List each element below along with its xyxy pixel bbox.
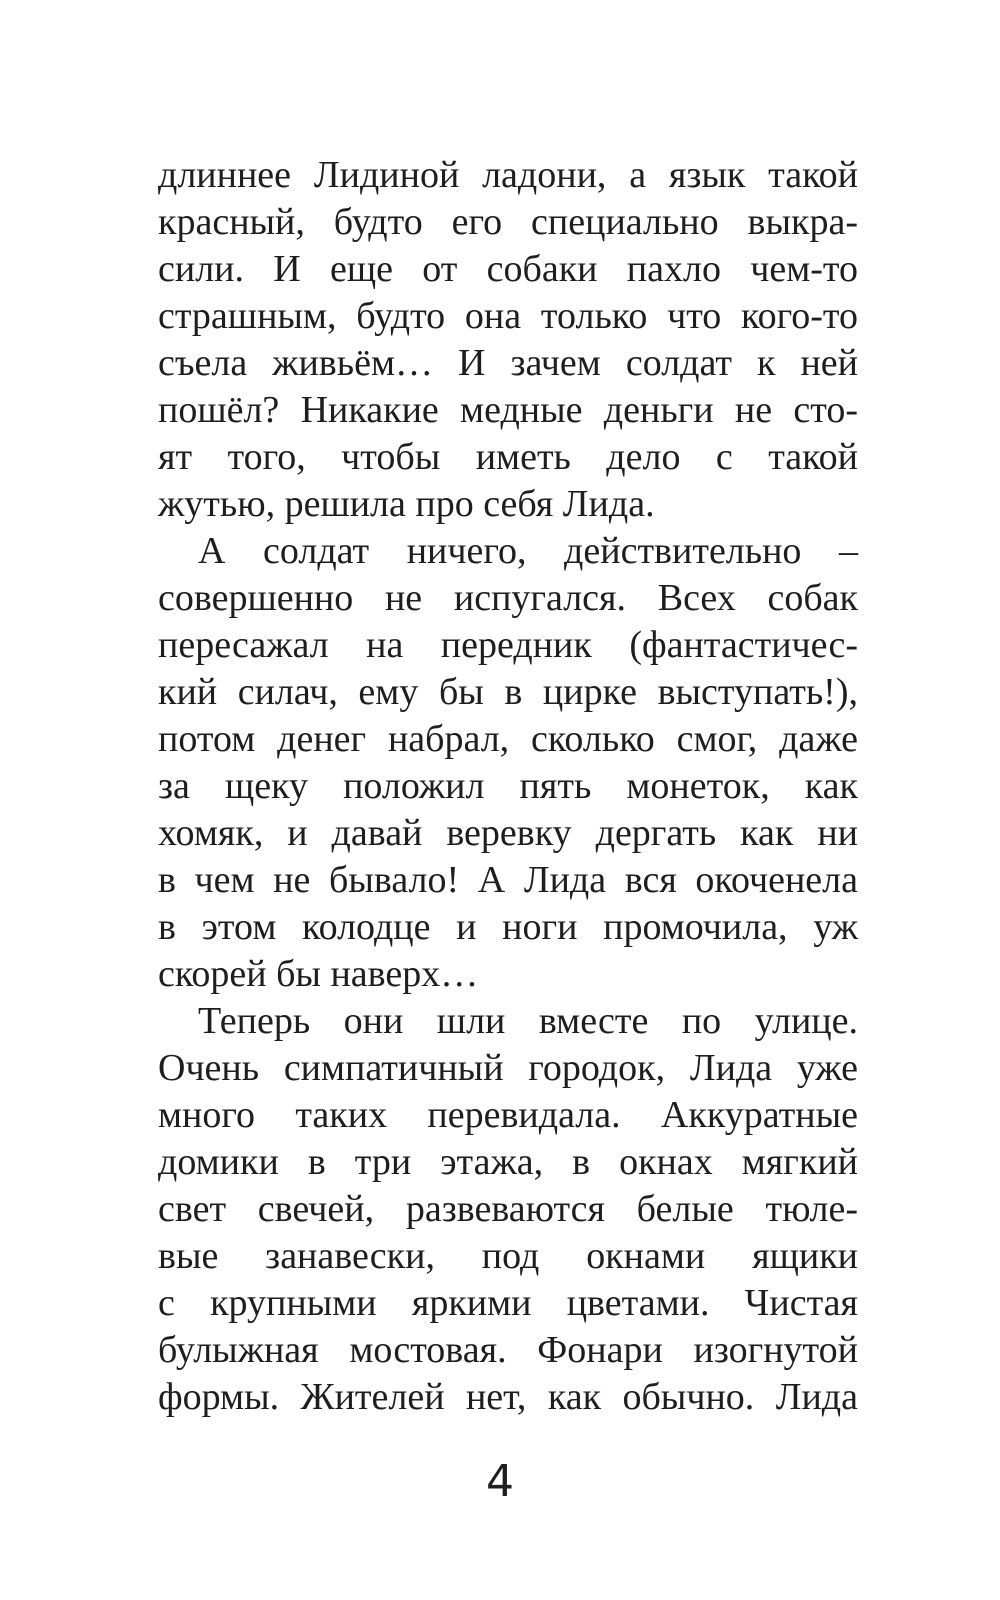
text-line: съела живьём… И зачем солдат к ней xyxy=(158,342,858,384)
text-line: в чем не бывало! А Лида вся окоченела xyxy=(158,859,858,901)
text-line: потом денег набрал, сколько смог, даже xyxy=(158,718,858,760)
text-line: жутью, решила про себя Лида. xyxy=(158,483,655,525)
text-line: булыжная мостовая. Фонари изогнутой xyxy=(158,1329,858,1371)
text-line: в этом колодце и ноги промочила, уж xyxy=(158,906,858,948)
text-line: сили. И еще от собаки пахло чем-то xyxy=(158,248,858,290)
body-text xyxy=(158,152,858,1421)
text-line: свет свечей, развеваются белые тюле- xyxy=(158,1188,858,1230)
text-line: домики в три этажа, в окнах мягкий xyxy=(158,1141,858,1183)
text-line: вые занавески, под окнами ящики xyxy=(158,1235,858,1277)
text-line: красный, будто его специально выкра- xyxy=(158,201,858,243)
text-line: за щеку положил пять монеток, как xyxy=(158,765,858,807)
text-line: длиннее Лидиной ладони, а язык такой xyxy=(158,154,858,196)
text-line: с крупными яркими цветами. Чистая xyxy=(158,1282,858,1324)
text-line: пошёл? Никакие медные деньги не сто- xyxy=(158,389,858,431)
page-number: 4 xyxy=(486,1456,514,1507)
text-line: совершенно не испугался. Всех собак xyxy=(158,577,858,619)
text-line: много таких перевидала. Аккуратные xyxy=(158,1094,858,1136)
text-line: ят того, чтобы иметь дело с такой xyxy=(158,436,858,478)
text-line: страшным, будто она только что кого-то xyxy=(158,295,858,337)
text-line: скорей бы наверх… xyxy=(158,953,479,995)
text-line: Теперь они шли вместе по улице. xyxy=(198,1000,858,1042)
text-line: формы. Жителей нет, как обычно. Лида xyxy=(158,1376,858,1418)
text-line: кий силач, ему бы в цирке выступать!), xyxy=(158,671,858,713)
text-line: Очень симпатичный городок, Лида уже xyxy=(158,1047,858,1089)
text-line: пересажал на передник (фантастичес- xyxy=(158,624,858,666)
text-line: А солдат ничего, действительно – xyxy=(198,530,858,572)
text-line: хомяк, и давай веревку дергать как ни xyxy=(158,812,858,854)
